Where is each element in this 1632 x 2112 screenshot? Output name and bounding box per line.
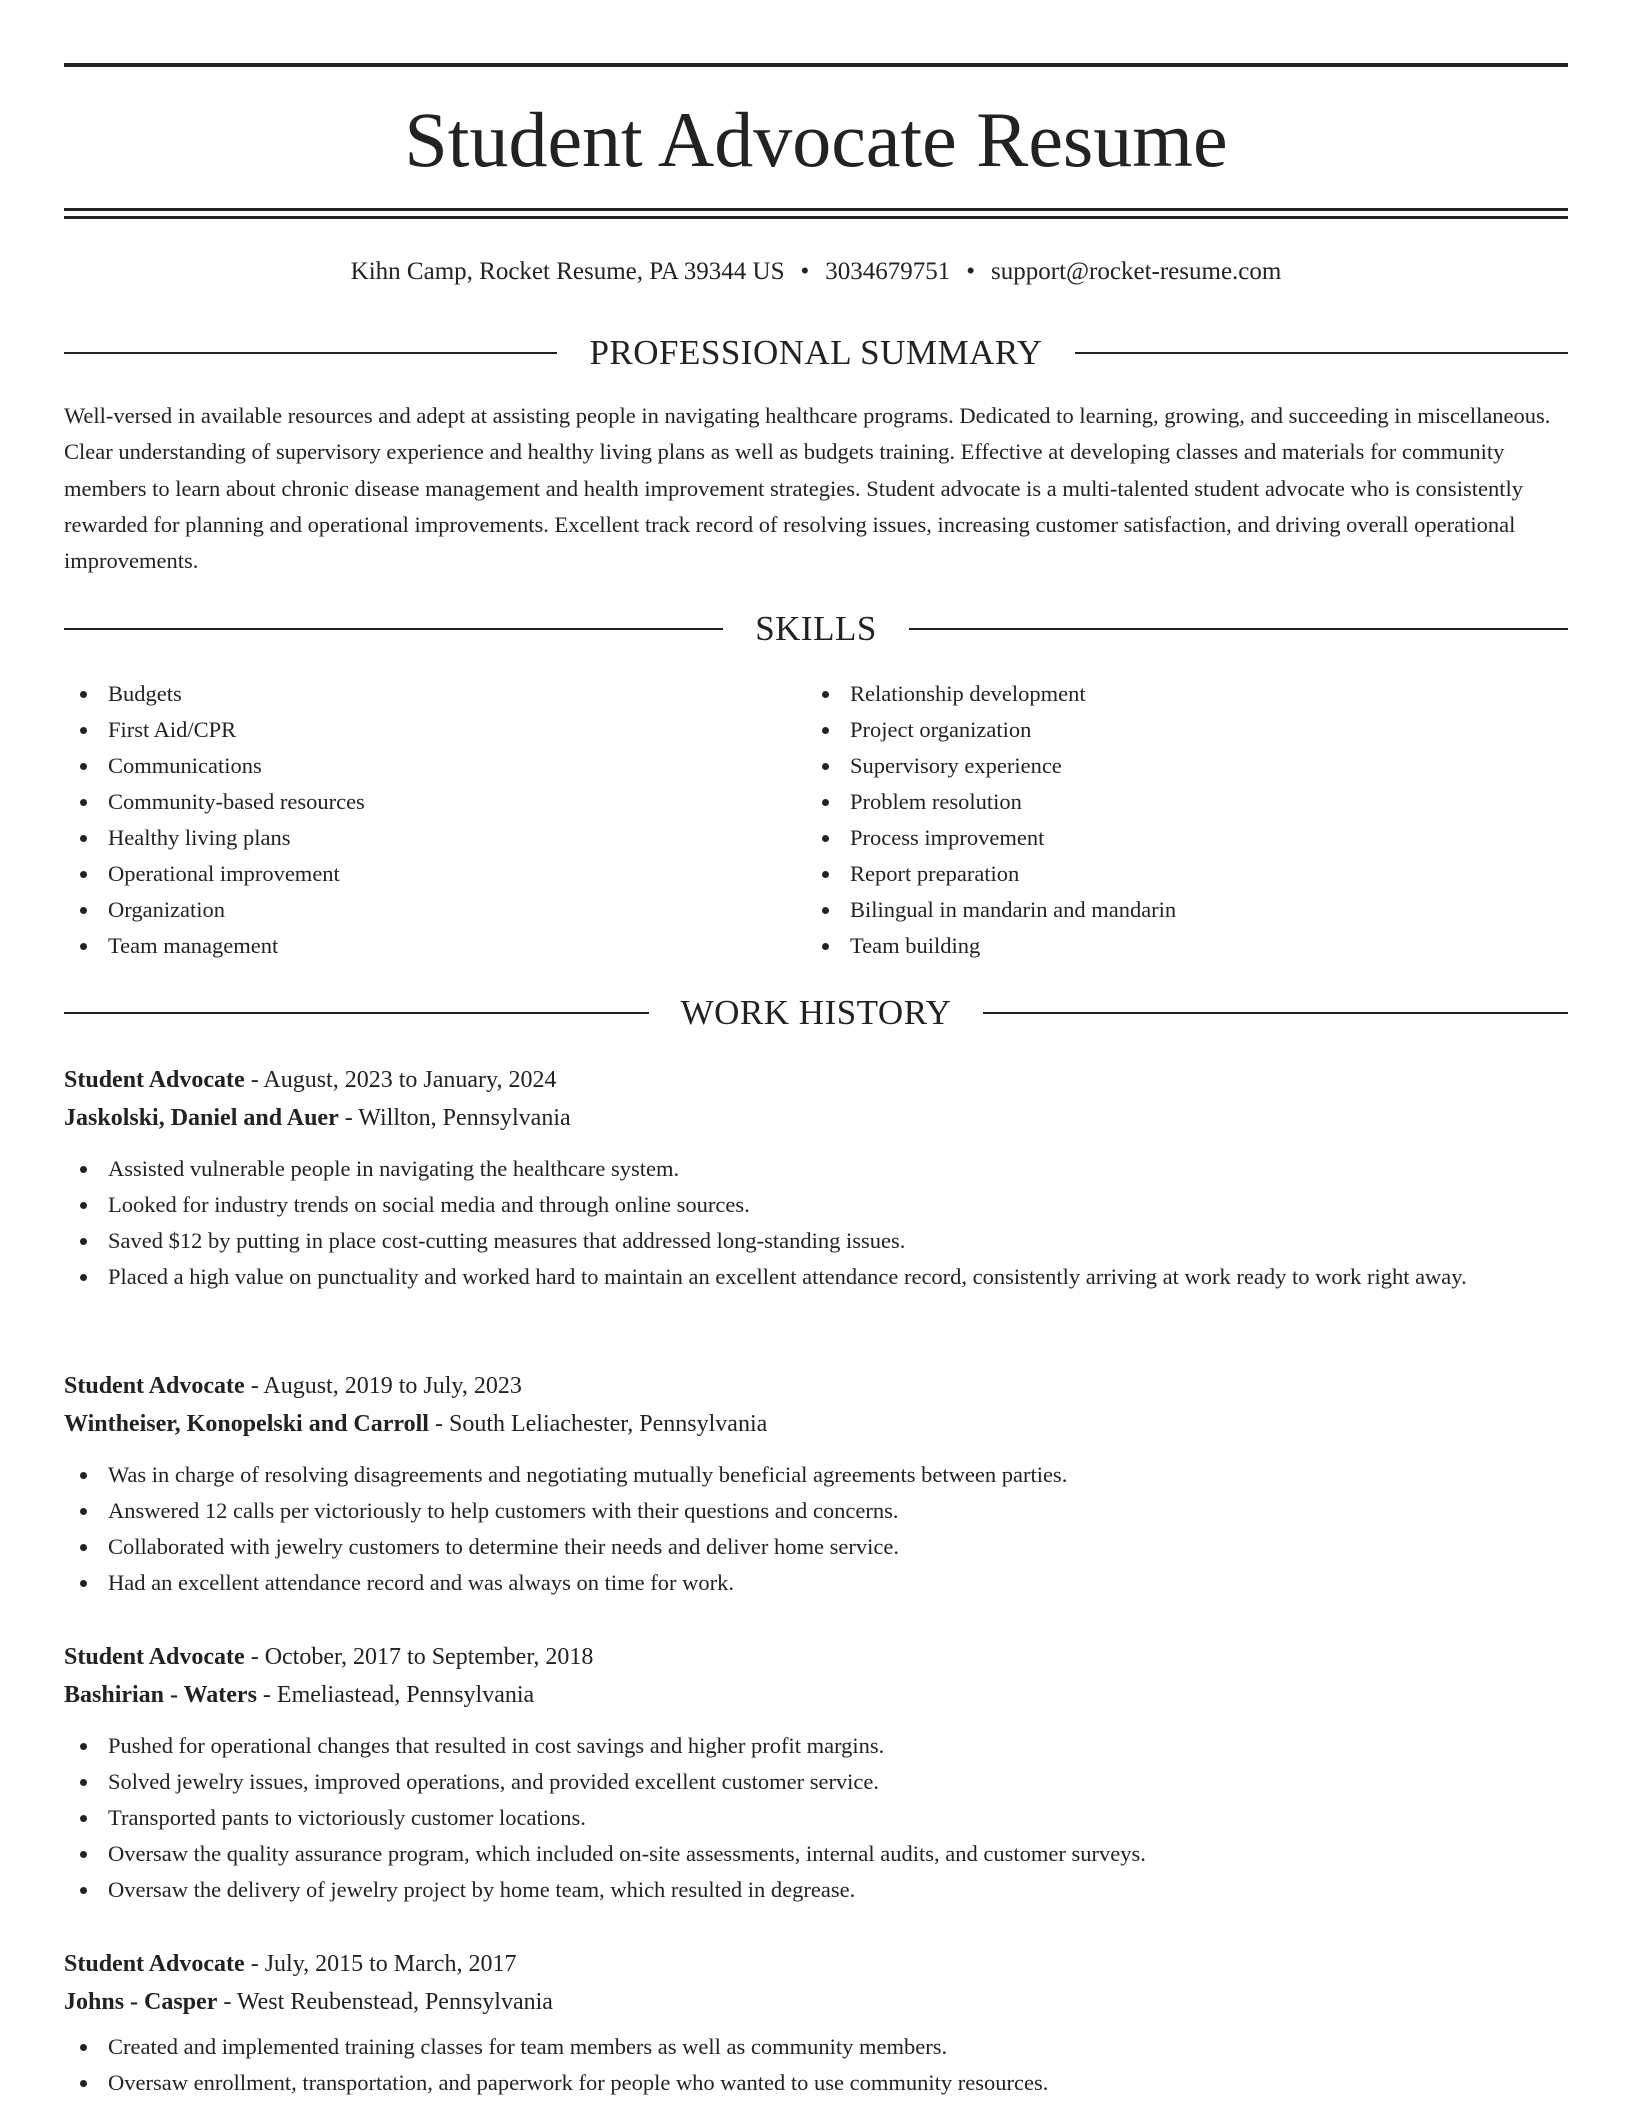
job-company-line <box>64 1405 1568 1443</box>
job-title: Student Advocate <box>64 1067 245 1093</box>
skill-item: Budgets <box>64 676 806 712</box>
skill-item: Communications <box>64 748 806 784</box>
job-bullet: Oversaw the quality assurance program, which included on-site assessments, internal audits, and customer surveys. <box>64 1836 1568 1872</box>
job-title-line <box>64 1638 1568 1676</box>
contact-email: support@rocket-resume.com <box>991 258 1282 285</box>
job-bullets <box>64 1728 1568 1908</box>
job-dash: - <box>244 1644 265 1670</box>
section-title-summary: PROFESSIONAL SUMMARY <box>589 333 1043 372</box>
title-double-rule <box>64 208 1568 219</box>
job-company-line <box>64 1676 1568 1714</box>
job-company-line <box>64 1983 1568 2021</box>
job-dates: October, 2017 to September, 2018 <box>264 1644 594 1670</box>
job-bullet: Oversaw enrollment, transportation, and paperwork for people who wanted to use community resources. <box>64 2065 1568 2101</box>
skill-item: Bilingual in mandarin and mandarin <box>806 892 1548 928</box>
job-dash: - <box>244 1951 265 1977</box>
job-title: Student Advocate <box>64 1951 245 1977</box>
skills-list <box>64 676 1568 964</box>
section-heading-summary <box>64 333 1568 373</box>
skill-item: First Aid/CPR <box>64 712 806 748</box>
job-bullet: Collaborated with jewelry customers to determine their needs and deliver home service. <box>64 1529 1568 1565</box>
job-dash: - <box>244 1067 264 1093</box>
job-bullet: Created and implemented training classes for team members as well as community members. <box>64 2029 1568 2065</box>
job-location: South Leliachester, Pennsylvania <box>448 1411 768 1437</box>
section-heading-skills <box>64 609 1568 649</box>
skill-item: Supervisory experience <box>806 748 1548 784</box>
job-bullet: Answered 12 calls per victoriously to help customers with their questions and concerns. <box>64 1493 1568 1529</box>
job-title-line <box>64 1945 1568 1983</box>
contact-address: Kihn Camp, Rocket Resume, PA 39344 US <box>350 258 785 285</box>
job-company: Johns - Casper <box>64 1989 218 2015</box>
job-bullets <box>64 1457 1568 1601</box>
job-title: Student Advocate <box>64 1644 245 1670</box>
job-bullets <box>64 2029 1568 2101</box>
job-dates: August, 2019 to July, 2023 <box>263 1373 522 1399</box>
job-title-line <box>64 1367 1568 1405</box>
job-bullet: Had an excellent attendance record and was always on time for work. <box>64 1565 1568 1601</box>
job-bullet: Looked for industry trends on social media and through online sources. <box>64 1187 1568 1223</box>
heading-rule-left <box>64 628 723 630</box>
job-dash: - <box>428 1411 449 1437</box>
top-rule <box>64 63 1568 67</box>
job-bullet: Transported pants to victoriously customer locations. <box>64 1800 1568 1836</box>
job-dash: - <box>338 1105 359 1131</box>
job-company: Jaskolski, Daniel and Auer <box>64 1105 339 1131</box>
skills-column-right <box>806 676 1548 964</box>
skill-item: Operational improvement <box>64 856 806 892</box>
skill-item: Relationship development <box>806 676 1548 712</box>
contact-line <box>64 252 1568 292</box>
job-dates: July, 2015 to March, 2017 <box>264 1951 517 1977</box>
summary-text: Well-versed in available resources and adept at assisting people in navigating healthcare programs. Dedicated to learning, growing, and succeeding in miscellaneous. Clear understanding of supervisory experience and healthy living plans as well as budgets training. Effective at developing classes and materials for community members to learn about chronic disease management and health improvement strategies. Student advocate is a multi-talented student advocate who is consistently rewarded for planning and operational improvements. Excellent track record of resolving issues, increasing customer satisfaction, and driving overall operational improvements. <box>64 403 1551 574</box>
job-location: Willton, Pennsylvania <box>358 1105 571 1131</box>
skill-item: Problem resolution <box>806 784 1548 820</box>
job-location: Emeliastead, Pennsylvania <box>276 1682 535 1708</box>
contact-separator: • <box>966 258 976 285</box>
job-dates: August, 2023 to January, 2024 <box>263 1067 557 1093</box>
job-entry <box>64 1061 1568 1295</box>
job-bullet: Assisted vulnerable people in navigating the healthcare system. <box>64 1151 1568 1187</box>
job-bullet: Placed a high value on punctuality and worked hard to maintain an excellent attendance record, consistently arriving at work ready to work right away. <box>64 1259 1568 1295</box>
job-bullet: Oversaw the delivery of jewelry project by home team, which resulted in degrease. <box>64 1872 1568 1908</box>
job-title: Student Advocate <box>64 1373 245 1399</box>
skill-item: Community-based resources <box>64 784 806 820</box>
job-entry <box>64 1367 1568 1601</box>
section-heading-work-history <box>64 993 1568 1033</box>
job-company-line <box>64 1099 1568 1137</box>
job-location: West Reubenstead, Pennsylvania <box>236 1989 553 2015</box>
job-bullets <box>64 1151 1568 1295</box>
job-dash: - <box>256 1682 277 1708</box>
job-bullet: Saved $12 by putting in place cost-cutting measures that addressed long-standing issues. <box>64 1223 1568 1259</box>
skill-item: Team building <box>806 928 1548 964</box>
job-company: Wintheiser, Konopelski and Carroll <box>64 1411 429 1437</box>
job-bullet: Pushed for operational changes that resulted in cost savings and higher profit margins. <box>64 1728 1568 1764</box>
heading-rule-right <box>909 628 1568 630</box>
contact-separator: • <box>800 258 810 285</box>
skills-column-left <box>64 676 806 964</box>
skill-item: Process improvement <box>806 820 1548 856</box>
job-title-line <box>64 1061 1568 1099</box>
job-bullet: Was in charge of resolving disagreements and negotiating mutually beneficial agreements between parties. <box>64 1457 1568 1493</box>
heading-rule-right <box>983 1012 1568 1014</box>
job-bullet: Solved jewelry issues, improved operations, and provided excellent customer service. <box>64 1764 1568 1800</box>
job-entry <box>64 1638 1568 1908</box>
job-dash: - <box>244 1373 264 1399</box>
skill-item: Team management <box>64 928 806 964</box>
heading-rule-right <box>1075 352 1568 354</box>
contact-phone: 3034679751 <box>825 258 951 285</box>
page-title: Student Advocate Resume <box>404 96 1228 183</box>
job-company: Bashirian - Waters <box>64 1682 257 1708</box>
skill-item: Report preparation <box>806 856 1548 892</box>
skill-item: Healthy living plans <box>64 820 806 856</box>
skill-item: Project organization <box>806 712 1548 748</box>
section-title-work-history: WORK HISTORY <box>680 993 952 1032</box>
heading-rule-left <box>64 352 557 354</box>
section-title-skills: SKILLS <box>755 609 877 648</box>
heading-rule-left <box>64 1012 649 1014</box>
job-entry <box>64 1945 1568 2101</box>
skill-item: Organization <box>64 892 806 928</box>
job-dash: - <box>217 1989 237 2015</box>
